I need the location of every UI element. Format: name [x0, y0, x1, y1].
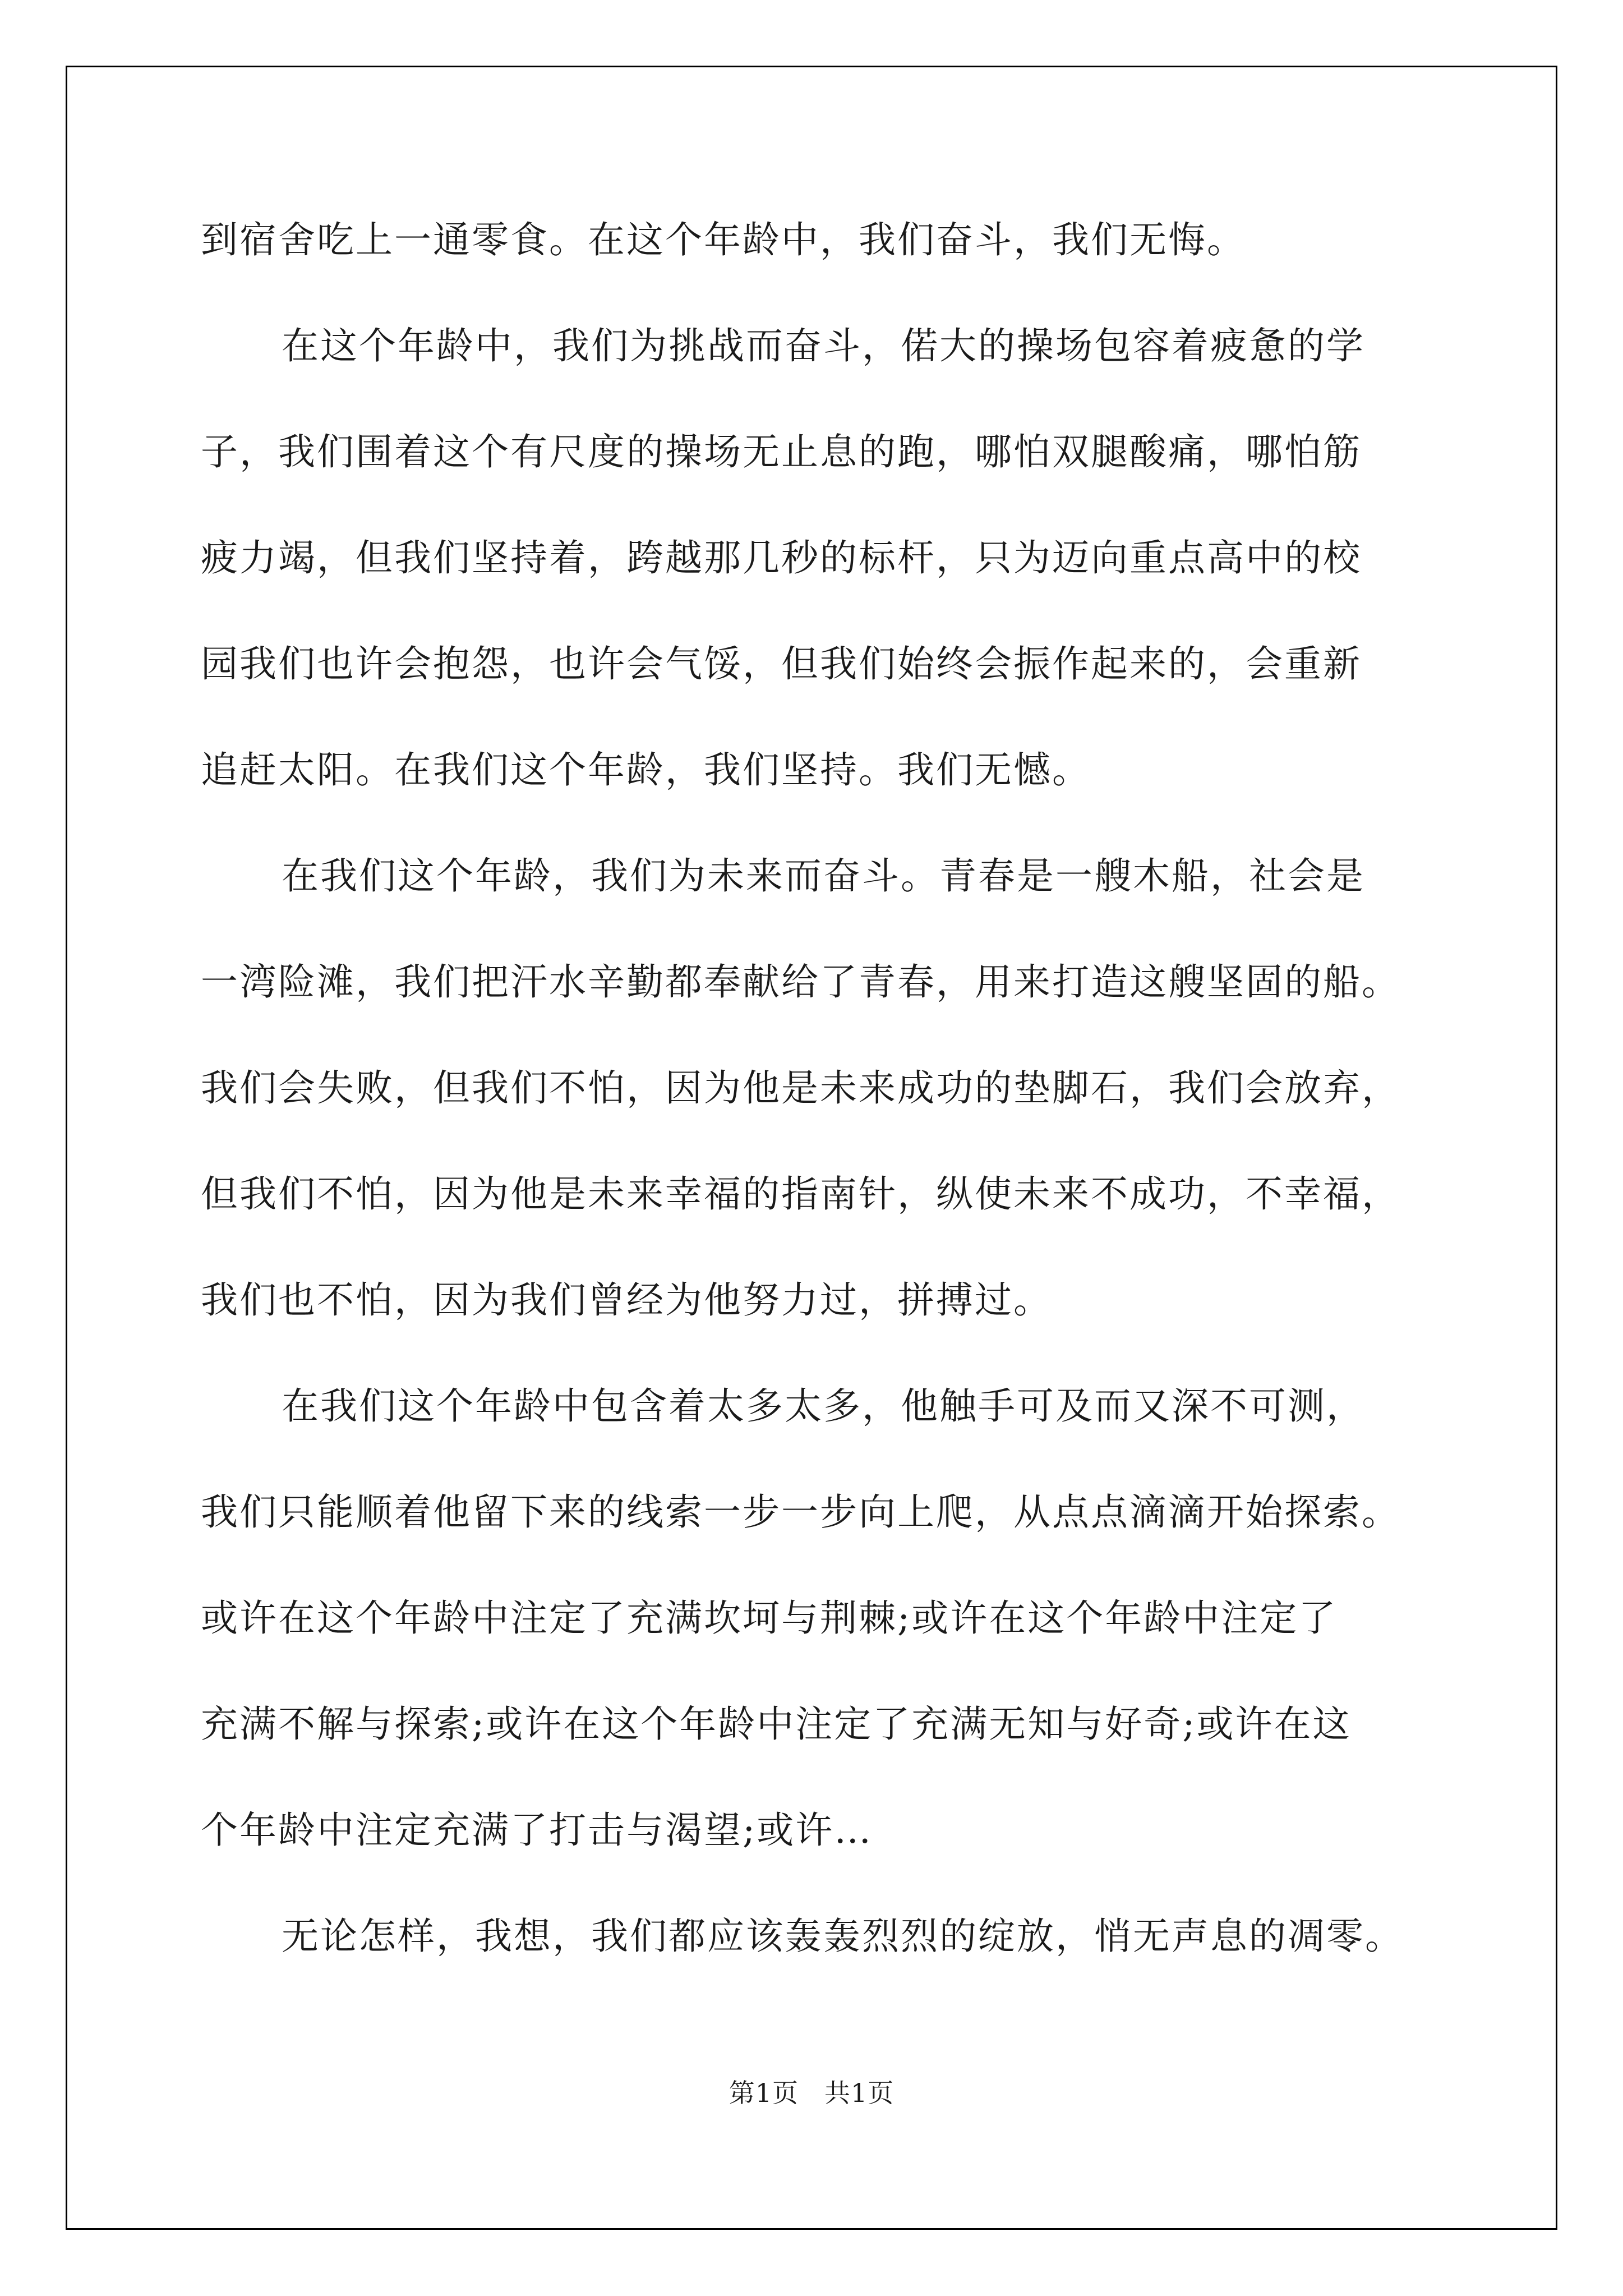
text-line: 我们也不怕，因为我们曾经为他努力过，拼搏过。 — [201, 1278, 1052, 1322]
text-line: 在我们这个年龄，我们为未来而奋斗。青春是一艘木船，社会是 — [282, 854, 1365, 898]
text-line: 或许在这个年龄中注定了充满坎坷与荆棘;或许在这个年龄中注定了 — [201, 1596, 1338, 1640]
text-line: 我们只能顺着他留下来的线索一步一步向上爬，从点点滴滴开始探索。 — [201, 1490, 1400, 1534]
document-body — [201, 206, 1491, 2009]
text-line: 个年龄中注定充满了打击与渴望;或许… — [201, 1809, 873, 1852]
text-line: 到宿舍吃上一通零食。在这个年龄中，我们奋斗，我们无悔。 — [201, 218, 1246, 261]
text-line: 无论怎样，我想，我们都应该轰轰烈烈的绽放，悄无声息的凋零。 — [282, 1915, 1404, 1958]
page-total: 共1页 — [824, 2078, 895, 2108]
text-line: 子，我们围着这个有尺度的操场无止息的跑，哪怕双腿酸痛，哪怕筋 — [201, 430, 1362, 473]
text-line: 园我们也许会抱怨，也许会气馁，但我们始终会振作起来的，会重新 — [201, 642, 1362, 685]
text-line: 充满不解与探索;或许在这个年龄中注定了充满无知与好奇;或许在这 — [201, 1703, 1352, 1746]
text-line: 在我们这个年龄中包含着太多太多，他触手可及而又深不可测， — [282, 1384, 1365, 1428]
page-number: 第1页 — [728, 2078, 799, 2108]
text-line: 一湾险滩，我们把汗水辛勤都奉献给了青春，用来打造这艘坚固的船。 — [201, 960, 1400, 1004]
text-line: 追赶太阳。在我们这个年龄，我们坚持。我们无憾。 — [201, 748, 1091, 792]
text-line: 但我们不怕，因为他是未来幸福的指南针，纵使未来不成功，不幸福， — [201, 1172, 1400, 1216]
text-line: 在这个年龄中，我们为挑战而奋斗，偌大的操场包容着疲惫的学 — [282, 324, 1365, 367]
page-footer — [0, 2073, 1623, 2110]
text-line: 我们会失败，但我们不怕，因为他是未来成功的垫脚石，我们会放弃， — [201, 1066, 1400, 1110]
text-line: 疲力竭，但我们坚持着，跨越那几秒的标杆，只为迈向重点高中的校 — [201, 536, 1362, 579]
